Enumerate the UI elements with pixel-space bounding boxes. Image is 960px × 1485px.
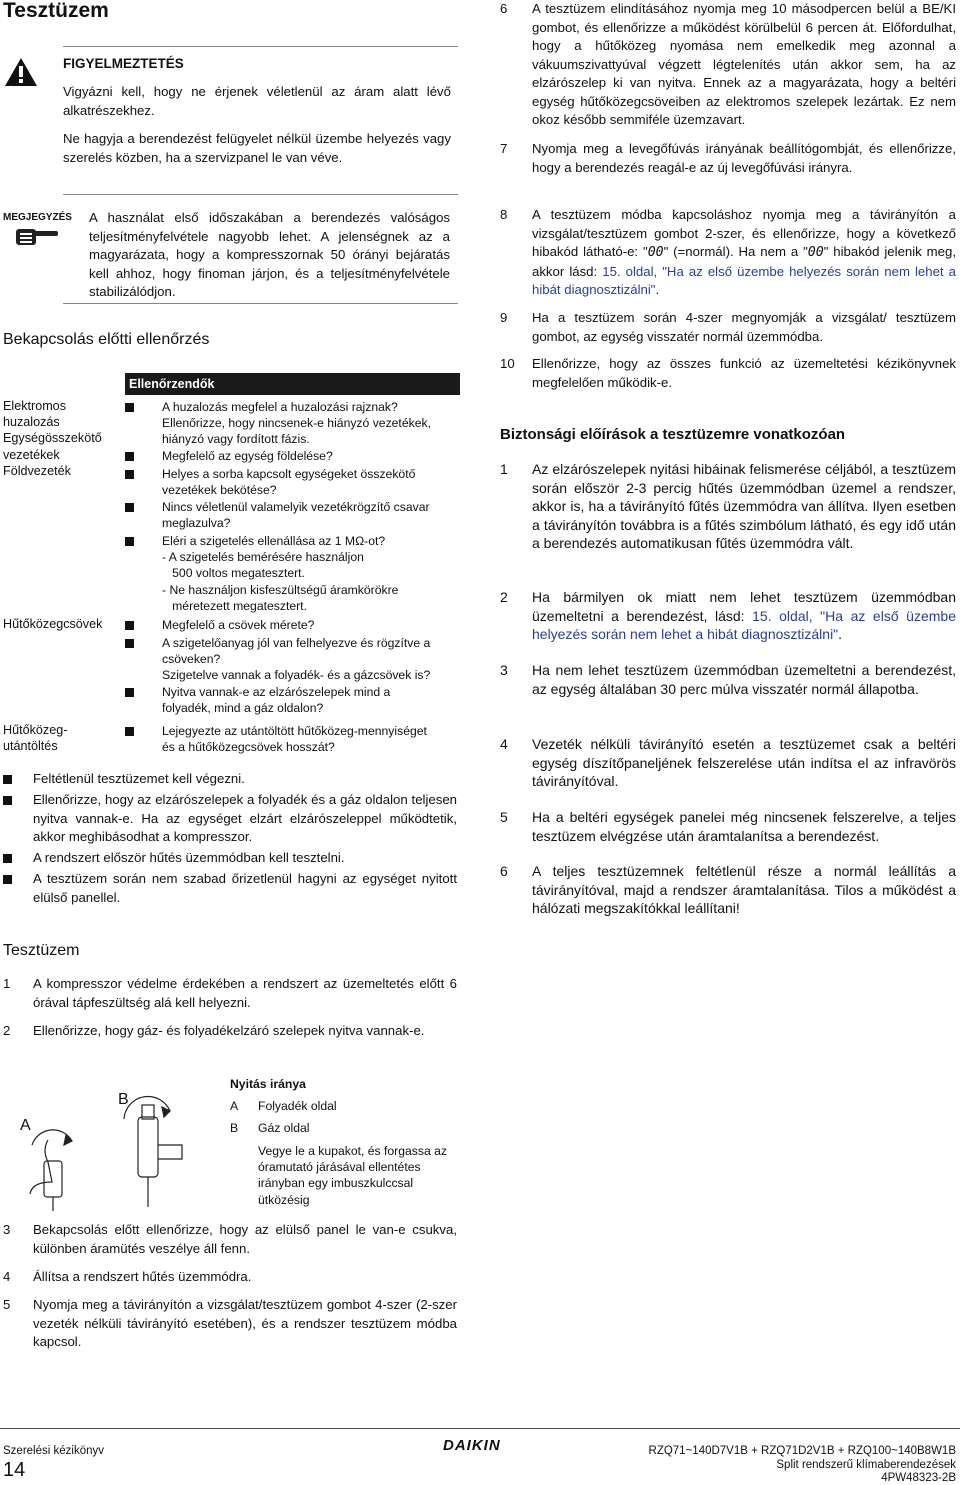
group-label: Egységösszekötő — [3, 431, 102, 446]
check-item-line: 500 voltos megatesztert. — [162, 566, 305, 581]
step-number: 9 — [500, 310, 508, 325]
bullet-square — [125, 688, 134, 697]
step8-text-b: " (=normál). Ha nem a " — [663, 244, 808, 259]
step-text: Ha a tesztüzem során 4-szer megnyomják a vizsgálat/ tesztüzem gombot, az egység visszatér normál üzemmódba. — [532, 310, 956, 344]
logo-text: DAIKIN — [443, 1437, 501, 1454]
note-text — [89, 209, 450, 302]
legend-value: Folyadék oldal — [258, 1099, 337, 1113]
note-label: MEGJEGYZÉS — [3, 212, 72, 223]
safety-number: 1 — [500, 461, 508, 477]
legend-title: Nyitás iránya — [230, 1077, 306, 1091]
step-text: Nyomja meg a távirányítón a vizsgálat/tesztüzem gombot 4-szer (2-szer vezeték nélküli távirányító esetében), és a rendszer tesztüzem módba kapcsol. — [33, 1297, 457, 1349]
safety-text — [532, 588, 956, 644]
check-item-line: meglazulva? — [162, 516, 231, 531]
warning-paragraph-2: Ne hagyja a berendezést felügyelet nélkül üzembe helyezés vagy szerelés közben, ha a szervizpanel le van véve. — [63, 131, 451, 165]
divider — [63, 194, 458, 195]
bullet-square — [125, 621, 134, 630]
bullet-square — [3, 854, 12, 863]
check-item-line: Megfelelő az egység földelése? — [162, 449, 333, 463]
bullet-square — [3, 775, 12, 784]
safety-text: Vezeték nélküli távirányító esetén a tesztüzemet csak a beltéri egység díszítőpaneljének felszerelése után indítsa el az infravörös távirányítóval. — [532, 736, 956, 789]
check-item-line: A huzalozás megfelel a huzalozási rajznak? — [162, 400, 398, 414]
safety-text: Ha nem lehet tesztüzem üzemmódban üzemeltetni a berendezést, az egység általában 30 perc múlva visszatér normál állapotba. — [532, 662, 956, 697]
daikin-logo — [443, 1437, 501, 1456]
page-title: Tesztüzem — [3, 0, 109, 22]
check-item-line: Nyitva vannak-e az elzárószelepek mind a — [162, 685, 391, 699]
step-text — [532, 206, 956, 300]
check-item-line: - Ne használjon kisfeszültségű áramkörökre — [162, 582, 399, 597]
figure-label-b: B — [118, 1091, 129, 1108]
safety-text: Ha a beltéri egységek panelei még nincsenek felszerelve, a teljes tesztüzem elvégzése után áramtalanítsa a berendezést. — [532, 809, 956, 844]
figure-instruction: Vegye le a kupakot, és forgassa az óramutató járásával ellentétes irányban egy imbuszkulccsal ütközésig — [258, 1144, 448, 1207]
footer-manual: Szerelési kézikönyv — [3, 1445, 104, 1457]
warning-heading: FIGYELMEZTETÉS — [63, 56, 184, 71]
footer-code: 4PW48323-2B — [881, 1472, 956, 1484]
safety-number: 6 — [500, 863, 508, 879]
group-label: Földvezeték — [3, 463, 71, 478]
footer-models: RZQ71~140D7V1B + RZQ71D2V1B + RZQ100~140B8W1B — [648, 1445, 956, 1457]
note-text-b: A jelenségnek az a magyarázata, hogy a kompresszornak 50 órányi bejáratás kell ahhoz, hogy finoman járjon, és a teljesítményfelvétele stabilizálódjon. — [89, 228, 450, 299]
precheck-column-header: Ellenőrzendők — [125, 373, 460, 395]
check-item-line: - A szigetelés bemérésére használjon — [162, 550, 364, 565]
check-item-line: Ellenőrizze, hogy nincsenek-e hiányzó vezetékek, — [162, 416, 431, 431]
check-item-line: Nincs véletlenül valamelyik vezetékrögzítő csavar — [162, 500, 430, 514]
group-label: vezetékek — [3, 447, 60, 462]
step-text: Ellenőrizze, hogy gáz- és folyadékelzáró szelepek nyitva vannak-e. — [33, 1023, 425, 1038]
step-number: 7 — [500, 141, 508, 156]
safety-text-b: . — [838, 626, 843, 642]
page-reference-link[interactable]: 15. oldal, "Ha az első üzembe helyezés során nem lehet a hibát diagnosztizálni" — [532, 607, 956, 642]
step-text: Állítsa a rendszert hűtés üzemmódra. — [33, 1269, 252, 1284]
legend-value: Gáz oldal — [258, 1121, 310, 1135]
group-label: Hűtőközegcsövek — [3, 617, 103, 631]
step8-text-a: A tesztüzem módba kapcsoláshoz nyomja meg a távirányítón a vizsgálat/tesztüzem gombot 2-szer, és ellenőrizze, hogy a következő hibakód látható-e: " — [532, 207, 956, 259]
precheck-bullet-text: Feltétlenül tesztüzemet kell végezni. — [33, 771, 245, 786]
footer-page-number: 14 — [3, 1459, 26, 1481]
check-item-line: Lejegyezte az utántöltött hűtőközeg-mennyiséget — [162, 724, 427, 738]
legend-key: A — [230, 1099, 239, 1113]
bullet-square — [3, 875, 12, 884]
testrun-title: Tesztüzem — [3, 942, 80, 959]
step-number: 3 — [3, 1222, 11, 1237]
safety-number: 3 — [500, 662, 508, 678]
step-text: Nyomja meg a levegőfúvás irányának beállítógombját, és ellenőrizze, hogy a berendezés reagál-e az új levegőfúvási irányra. — [532, 141, 956, 175]
step-number: 2 — [3, 1023, 11, 1038]
valve-diagram — [8, 1085, 218, 1215]
group-label: Elektromos — [3, 399, 66, 413]
precheck-bullet-text: Ellenőrizze, hogy az elzárószelepek a folyadék és a gáz oldalon teljesen nyitva vannak-e. Ha az egységet elzárt elzárószeleppel működtetik, akkor meghibásodhat a kompresszor. — [33, 792, 457, 844]
check-item-line: csöveken? — [162, 652, 221, 667]
bullet-square — [125, 537, 134, 546]
precheck-bullet-text: A tesztüzem során nem szabad őrizetlenül hagyni az egységet nyitott elülső panellel. — [33, 871, 457, 905]
step-text: Bekapcsolás előtt ellenőrizze, hogy az elülső panel le van-e csukva, különben áramütés veszélye áll fenn. — [33, 1222, 457, 1256]
page-reference-link[interactable]: 15. oldal, "Ha az első üzembe helyezés során nem lehet a hibát diagnosztizálni" — [532, 263, 956, 297]
safety-title: Biztonsági előírások a tesztüzemre vonatkozóan — [500, 426, 846, 443]
footer-product: Split rendszerű klímaberendezések — [776, 1459, 956, 1471]
step-text: Ellenőrizze, hogy az összes funkció az üzemeltetési kézikönyvnek megfelelően működik-e. — [532, 356, 956, 390]
check-item-line: vezetékek bekötése? — [162, 483, 277, 498]
check-item-line: Eléri a szigetelés ellenállása az 1 MΩ-ot? — [162, 534, 386, 548]
group-label: huzalozás — [3, 415, 60, 430]
check-item-line: méretezett megatesztert. — [162, 598, 307, 613]
legend-key: B — [230, 1121, 239, 1135]
step-text: A kompresszor védelme érdekében a rendszert az üzemeltetés előtt 6 órával tápfeszültség alá kell helyezni. — [33, 976, 457, 1010]
bullet-square — [125, 639, 134, 648]
bullet-square — [3, 796, 12, 805]
check-item-line: és a hűtőközegcsövek hosszát? — [162, 740, 335, 755]
step-number: 6 — [500, 1, 508, 16]
check-item-line: folyadék, mind a gáz oldalon? — [162, 701, 324, 716]
step-text: A tesztüzem elindításához nyomja meg 10 másodpercen belül a BE/KI gombot, és ellenőrizze a működést körülbelül 6 percen át. Előfordulhat, hogy a hűtőközeg nyomása nem emelkedik meg azonnal a vákuumszivattyúval végzett légtelenítés után akkor sem, ha az elzárószelep ki van nyitva. Ennek az a magyarázata, hogy a beltéri egység hűtőközegcsöveiben az elektromos szelepek lezártak. Ez nem okoz később semmiféle üzemzavart. — [532, 1, 956, 127]
bullet-square — [125, 403, 134, 412]
check-item-line: Szigetelve vannak a folyadék- és a gázcsövek is? — [162, 668, 431, 683]
safety-text-a: Ha bármilyen ok miatt nem lehet tesztüzem üzemmódban üzemeltetni a berendezést, lásd: — [532, 589, 956, 624]
precheck-bullet-text: A rendszert először hűtés üzemmódban kell tesztelni. — [33, 850, 345, 865]
group-label: utántöltés — [3, 739, 58, 754]
step-number: 5 — [3, 1297, 11, 1312]
step-number: 8 — [500, 207, 508, 222]
check-item-line: A szigetelőanyag jól van felhelyezve és rögzítve a — [162, 636, 431, 650]
pointing-hand-icon — [14, 226, 60, 248]
check-item-line: Helyes a sorba kapcsolt egységeket összekötő — [162, 467, 416, 481]
warning-triangle-icon — [4, 57, 38, 87]
bullet-square — [125, 503, 134, 512]
bullet-square — [125, 470, 134, 479]
step8-text-d: . — [655, 282, 660, 297]
safety-text: A teljes tesztüzemnek feltétlenül része a normál leállítás a távirányítóval, majd a rendszer áramtalanítása. Tilos a működést a hálózati megszakítókkal leállítani! — [532, 863, 956, 916]
group-label: Hűtőközeg- — [3, 723, 68, 737]
step8-text-c: " hibakód jelenik meg, akkor lásd: — [532, 244, 956, 279]
note-text-a: A használat első időszakában a berendezés valóságos teljesítményfelvétele nagyobb lehet. — [89, 210, 450, 244]
error-code-display: 00 — [647, 245, 664, 260]
safety-number: 2 — [500, 589, 508, 605]
step-number: 10 — [500, 356, 515, 371]
safety-text: Az elzárószelepek nyitási hibáinak felismerése céljából, a tesztüzem során először 2-3 percig hűtés üzemmódban üzemel a rendszer, akkor is, ha a távirányító fűtés üzemmódra van állítva. Ilyen esetben a távirányítón továbbra is a fűtés szimbólum látható, és egy idő után a berendezés automatikusan fűtés üzemmódra vált. — [532, 461, 956, 551]
bullet-square — [125, 727, 134, 736]
check-item-line: Megfelelő a csövek mérete? — [162, 618, 315, 632]
bullet-square — [125, 452, 134, 461]
divider — [63, 303, 458, 304]
error-code-display: 00 — [807, 245, 824, 260]
divider — [63, 46, 458, 47]
step-number: 4 — [3, 1269, 11, 1284]
step-number: 1 — [3, 976, 11, 991]
footer-rule — [0, 1428, 960, 1429]
warning-paragraph-1: Vigyázni kell, hogy ne érjenek véletlenül az áram alatt lévő alkatrészekhez. — [63, 84, 451, 118]
check-item-line: hiányzó vagy fordított fázis. — [162, 432, 310, 447]
safety-number: 4 — [500, 736, 508, 752]
figure-label-a: A — [20, 1117, 31, 1134]
precheck-title: Bekapcsolás előtti ellenőrzés — [3, 331, 210, 348]
safety-number: 5 — [500, 809, 508, 825]
